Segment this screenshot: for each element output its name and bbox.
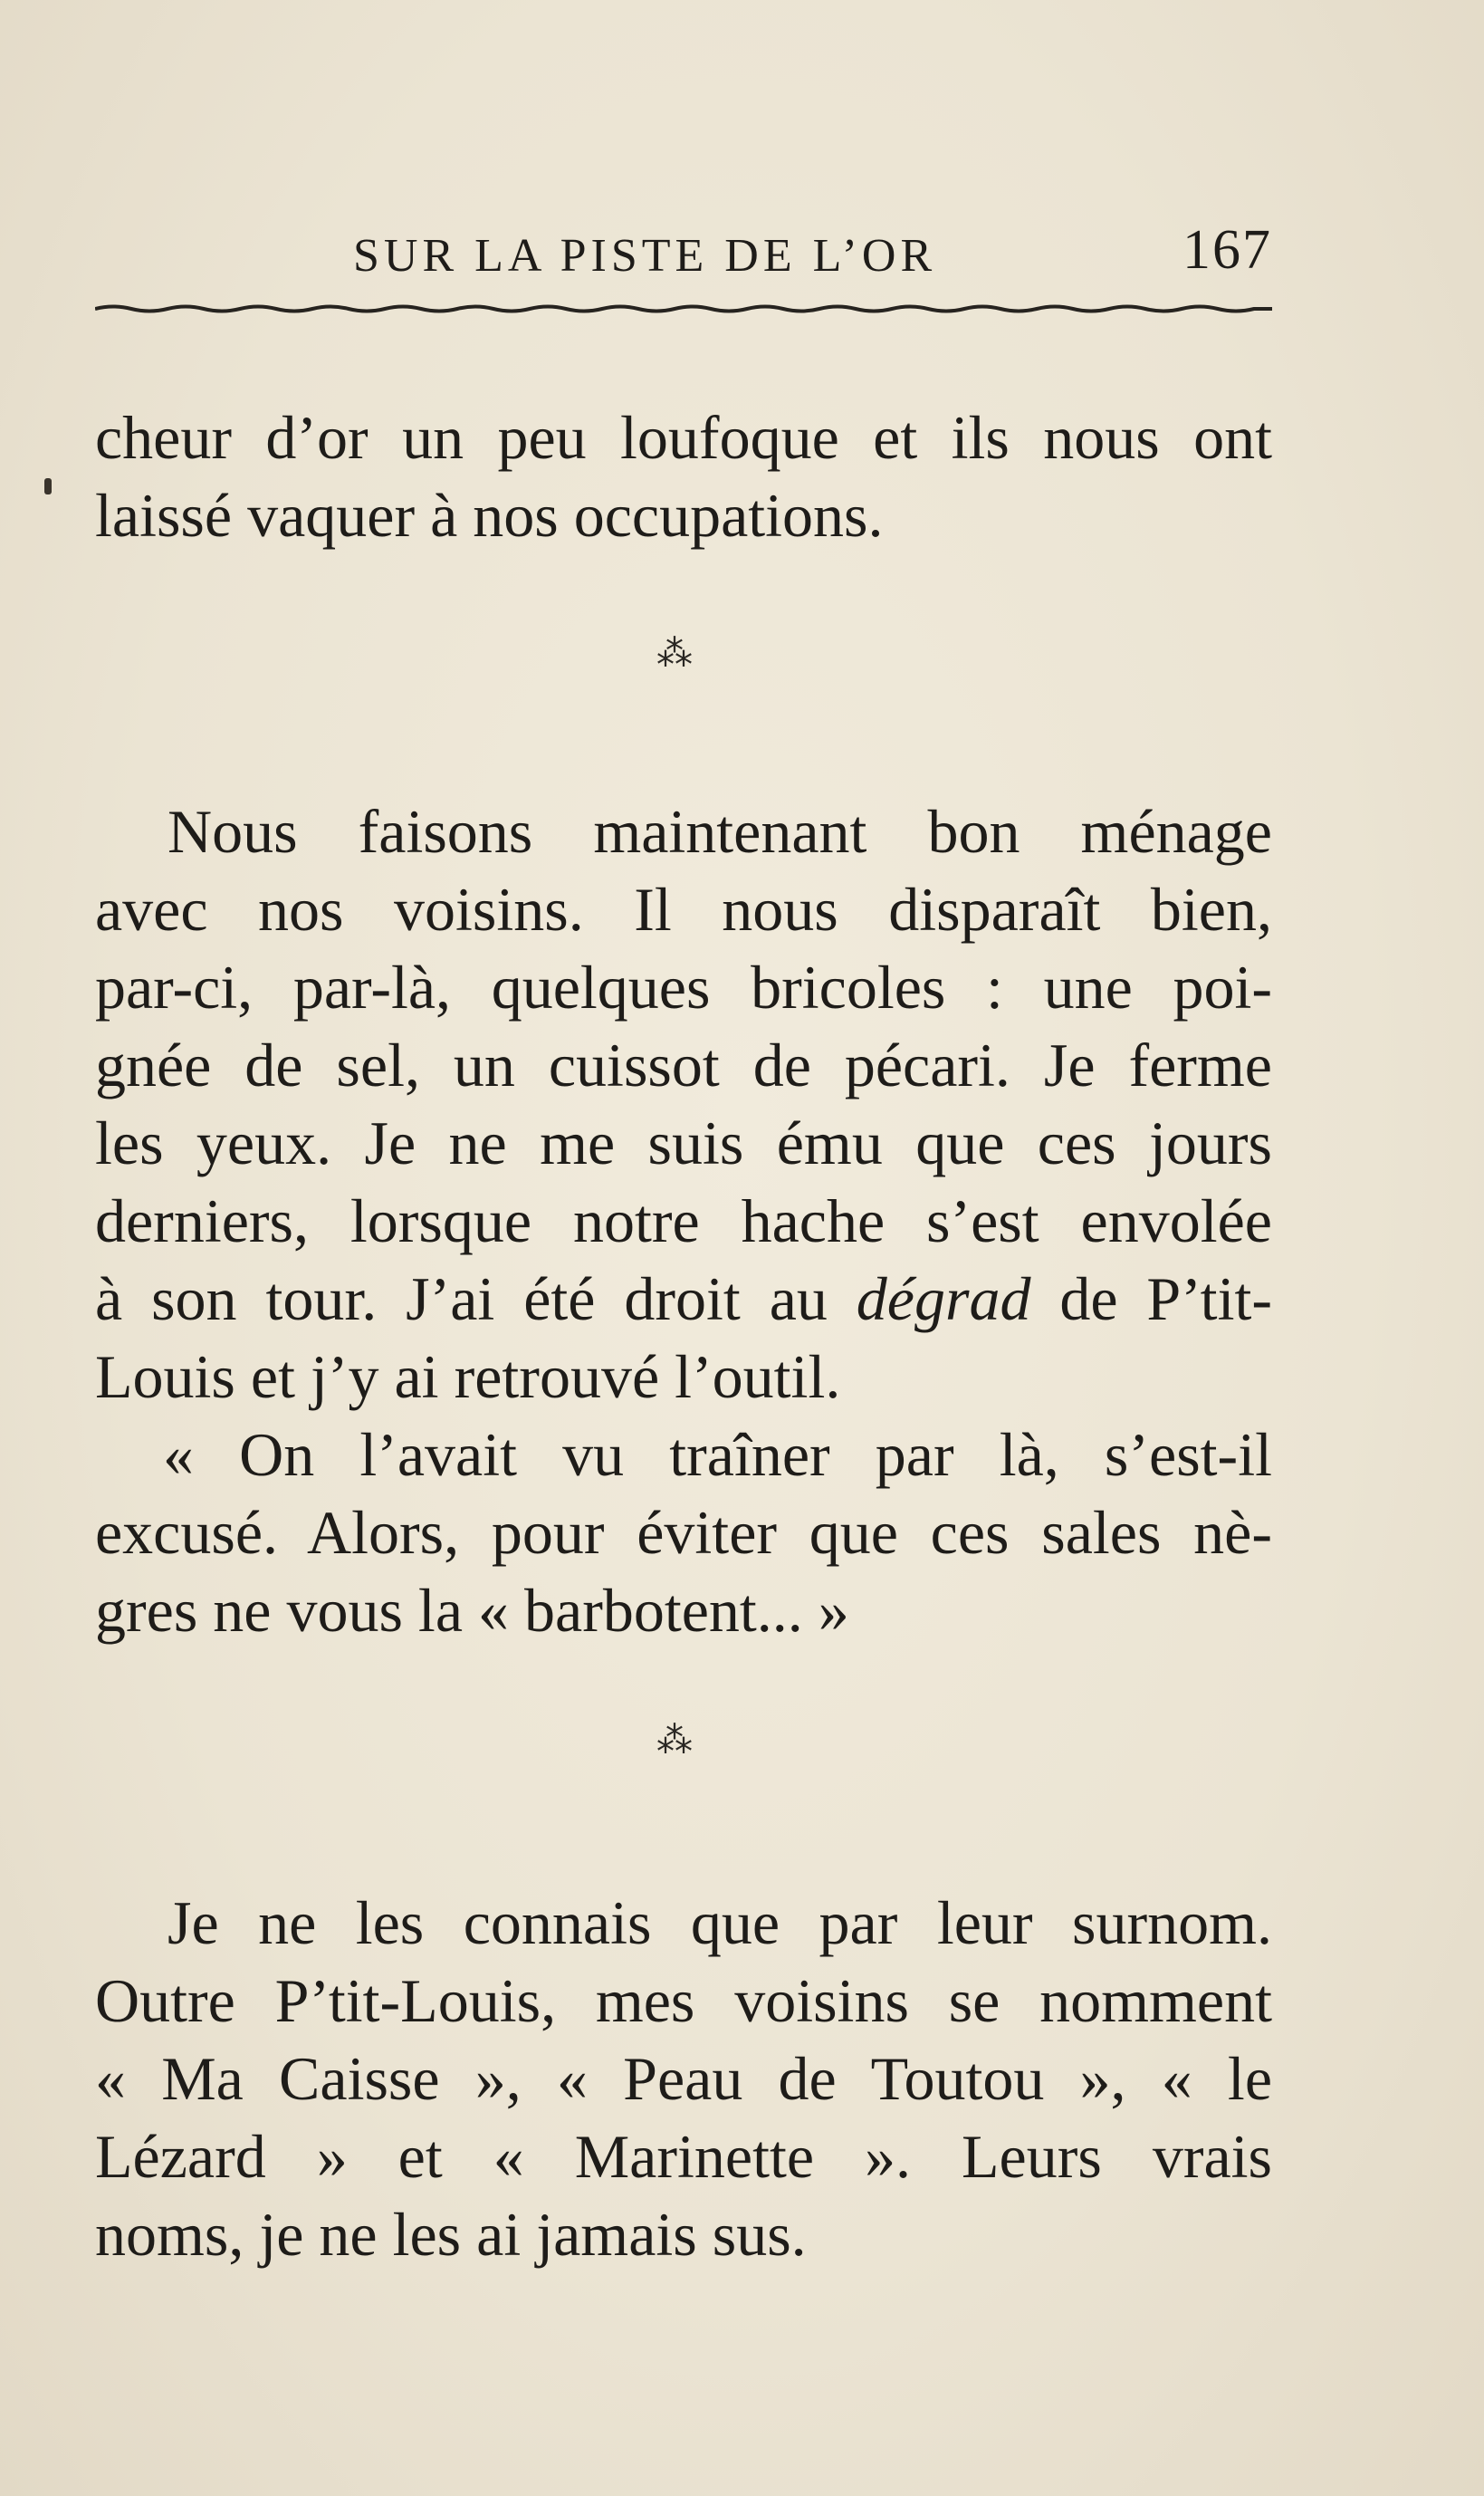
section-break: ⁂	[656, 633, 693, 675]
text-line: excusé. Alors, pour éviter que ces sales nè-	[95, 1498, 1272, 1567]
paragraph-section-3	[95, 1884, 1272, 2273]
print-speck	[44, 478, 52, 494]
header-rule	[95, 303, 1272, 314]
running-head	[95, 213, 1272, 294]
page-number: 167	[1182, 219, 1272, 281]
text-line: par-ci, par-là, quelques bricoles : une poi-	[95, 953, 1272, 1022]
paragraph-section-2	[95, 792, 1272, 1649]
text-line: les yeux. Je ne me suis ému que ces jours	[95, 1109, 1272, 1177]
paragraph-continuation	[95, 398, 1272, 554]
text-line: gnée de sel, un cuissot de pécari. Je ferme	[95, 1031, 1272, 1099]
text-line: « On l’avait vu traîner par là, s’est-il	[163, 1420, 1272, 1489]
running-title: SUR LA PISTE DE L’OR	[353, 230, 937, 282]
text-segment: à son tour. J’ai été droit au	[95, 1264, 857, 1333]
text-line: avec nos voisins. Il nous disparaît bien,	[95, 875, 1272, 944]
text-line-with-italic	[95, 1260, 1272, 1338]
text-line: cheur d’or un peu loufoque et ils nous ont	[95, 403, 1272, 472]
text-segment: de P’tit-	[1030, 1264, 1272, 1333]
italic-term: dégrad	[856, 1264, 1031, 1333]
text-line: derniers, lorsque notre hache s’est envolée	[95, 1186, 1272, 1255]
text-line: Je ne les connais que par leur surnom.	[168, 1888, 1272, 1957]
section-break: ⁂	[656, 1720, 693, 1762]
text-line: « Ma Caisse », « Peau de Toutou », « le	[95, 2044, 1272, 2113]
text-line: Outre P’tit-Louis, mes voisins se nomment	[95, 1966, 1272, 2035]
text-line: Louis et j’y ai retrouvé l’outil.	[95, 1342, 841, 1411]
text-line: noms, je ne les ai jamais sus.	[95, 2200, 807, 2269]
text-line: laissé vaquer à nos occupations.	[95, 481, 884, 550]
text-line: gres ne vous la « barbotent... »	[95, 1576, 849, 1645]
text-line: Nous faisons maintenant bon ménage	[168, 797, 1272, 866]
text-line: Lézard » et « Marinette ». Leurs vrais	[95, 2122, 1272, 2191]
